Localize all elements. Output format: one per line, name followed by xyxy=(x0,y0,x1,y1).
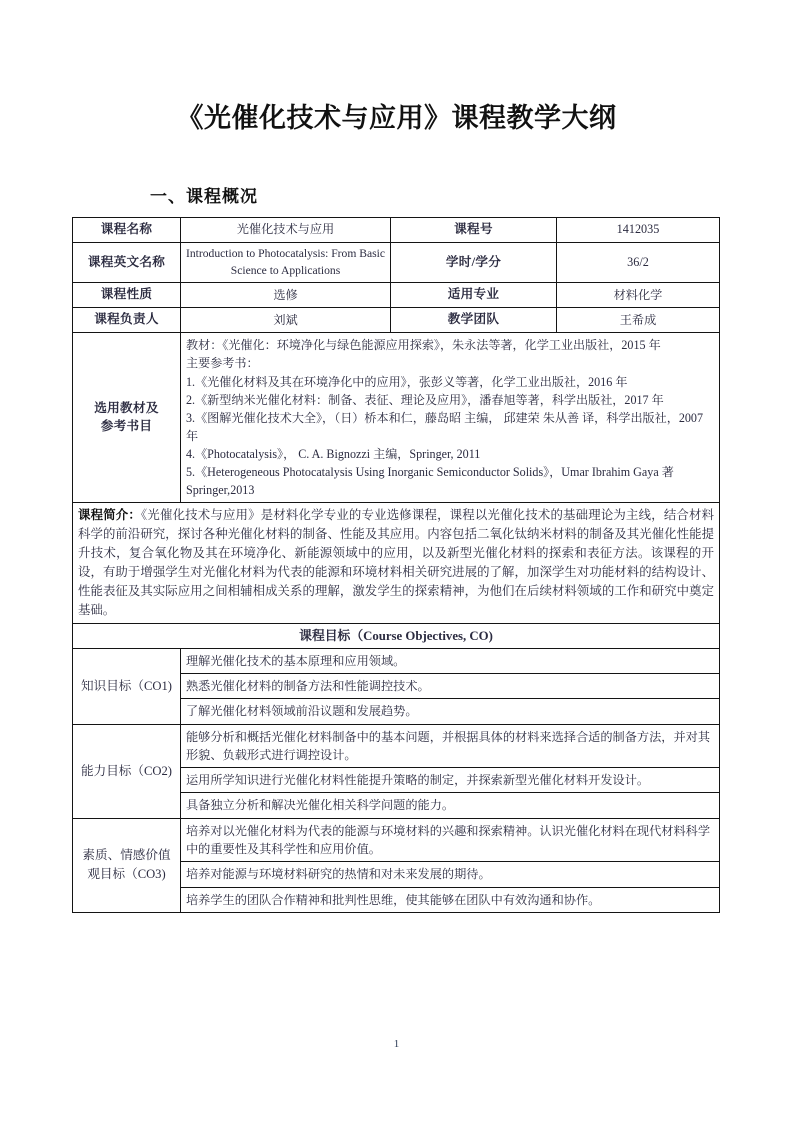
value-teaching-team: 王希成 xyxy=(557,308,720,333)
objective-item-co1-1: 理解光催化技术的基本原理和应用领域。 xyxy=(181,648,720,673)
textbook-line: 4.《Photocatalysis》， C. A. Bignozzi 主编，Springer, 2011 xyxy=(186,447,481,462)
textbook-line: 3.《图解光催化技术大全》，（日）桥本和仁，藤岛昭 主编， 邱建荣 朱从善 译，科学出版社，2007 年 xyxy=(186,410,704,443)
text-course-introduction: 《光催化技术与应用》是材料化学专业的专业选修课程，课程以光催化技术的基础理论为主线，结合材料科学的前沿研究，探讨各种光催化材料的制备、性能及其应用。内容包括二氧化钛纳米材料的制备及其光催化性能提升技术，复合氧化物及其在环境净化、新能源领域中的应用，以及新型光催化材料的探索和表征方法。该课程的开设，有助于增强学生对光催化材料为代表的能源和环境材料相关研究进展的了解，加深学生对功能材料的结构设计、性能表征及其实际应用之间相辅相成关系的理解，激发学生的探索精神，为他们在后续材料领域的工作和研究中奠定基础。 xyxy=(78,508,714,617)
objective-item-co2-1: 能够分析和概括光催化材料制备中的基本问题，并根据具体的材料来选择合适的制备方法，并对其形貌、负载形式进行调控设计。 xyxy=(181,724,720,768)
objective-item-co2-3: 具备独立分析和解决光催化相关科学问题的能力。 xyxy=(181,793,720,818)
textbook-line: 5.《Heterogeneous Photocatalysis Using Inorganic Semiconductor Solids》，Umar Ibrahim Gaya 著 Springer,2013 xyxy=(186,465,674,498)
value-course-leader: 刘斌 xyxy=(181,308,391,333)
label-course-english-name: 课程英文名称 xyxy=(73,242,181,283)
table-row-objective xyxy=(73,818,720,862)
value-course-name: 光催化技术与应用 xyxy=(181,218,391,243)
table-row xyxy=(73,218,720,243)
label-course-code: 课程号 xyxy=(391,218,557,243)
course-introduction xyxy=(73,503,720,623)
table-row-introduction xyxy=(73,503,720,623)
label-textbooks-and-references xyxy=(73,333,181,503)
banner-course-objectives: 课程目标（Course Objectives, CO) xyxy=(73,623,720,648)
table-row-textbooks xyxy=(73,333,720,503)
label-course-name: 课程名称 xyxy=(73,218,181,243)
objective-item-co3-2: 培养对能源与环境材料研究的热情和对未来发展的期待。 xyxy=(181,862,720,887)
table-row xyxy=(73,308,720,333)
textbook-line: 主要参考书： xyxy=(186,356,259,371)
objective-item-co1-3: 了解光催化材料领域前沿议题和发展趋势。 xyxy=(181,699,720,724)
objective-item-co1-2: 熟悉光催化材料的制备方法和性能调控技术。 xyxy=(181,674,720,699)
objective-item-co3-1: 培养对以光催化材料为代表的能源与环境材料的兴趣和探索精神。认识光催化材料在现代材料科学中的重要性及其科学性和应用价值。 xyxy=(181,818,720,862)
label-objective-co2: 能力目标（CO2) xyxy=(73,724,181,818)
label-objective-co1: 知识目标（CO1) xyxy=(73,648,181,724)
table-row-objective xyxy=(73,648,720,673)
page-number: 1 xyxy=(393,1038,400,1050)
course-syllabus-table xyxy=(72,217,720,913)
value-course-code: 1412035 xyxy=(557,218,720,243)
table-row-objectives-banner xyxy=(73,623,720,648)
table-row xyxy=(73,242,720,283)
table-row-objective xyxy=(73,724,720,768)
section-heading-course-overview: 一、课程概况 xyxy=(150,187,258,206)
table-row xyxy=(73,283,720,308)
objective-item-co2-2: 运用所学知识进行光催化材料性能提升策略的制定，并探索新型光催化材料开发设计。 xyxy=(181,768,720,793)
label-textbooks-line1: 选用教材及 xyxy=(94,400,159,415)
label-hours-credits: 学时/学分 xyxy=(391,242,557,283)
label-course-leader: 课程负责人 xyxy=(73,308,181,333)
value-hours-credits: 36/2 xyxy=(557,242,720,283)
textbook-line: 2.《新型纳米光催化材料：制备、表征、理论及应用》，潘春旭等著，科学出版社，2017 年 xyxy=(186,392,664,407)
label-applicable-major: 适用专业 xyxy=(391,283,557,308)
textbook-line: 1.《光催化材料及其在环境净化中的应用》，张彭义等著，化学工业出版社，2016 年 xyxy=(186,374,628,389)
label-teaching-team: 教学团队 xyxy=(391,308,557,333)
label-textbooks-line2: 参考书目 xyxy=(100,418,153,433)
value-applicable-major: 材料化学 xyxy=(557,283,720,308)
label-course-introduction: 课程简介： xyxy=(78,508,141,523)
textbook-line: 教材：《光催化：环境净化与绿色能源应用探索》，朱永法等著，化学工业出版社，2015 年 xyxy=(186,338,661,353)
label-objective-co3: 素质、情感价值观目标（CO3) xyxy=(73,818,181,912)
objective-item-co3-3: 培养学生的团队合作精神和批判性思维，使其能够在团队中有效沟通和协作。 xyxy=(181,887,720,912)
value-course-english-name: Introduction to Photocatalysis: From Basic Science to Applications xyxy=(181,242,391,283)
value-course-nature: 选修 xyxy=(181,283,391,308)
page-title: 《光催化技术与应用》课程教学大纲 xyxy=(176,103,617,133)
label-course-nature: 课程性质 xyxy=(73,283,181,308)
value-textbooks-and-references xyxy=(181,333,720,503)
